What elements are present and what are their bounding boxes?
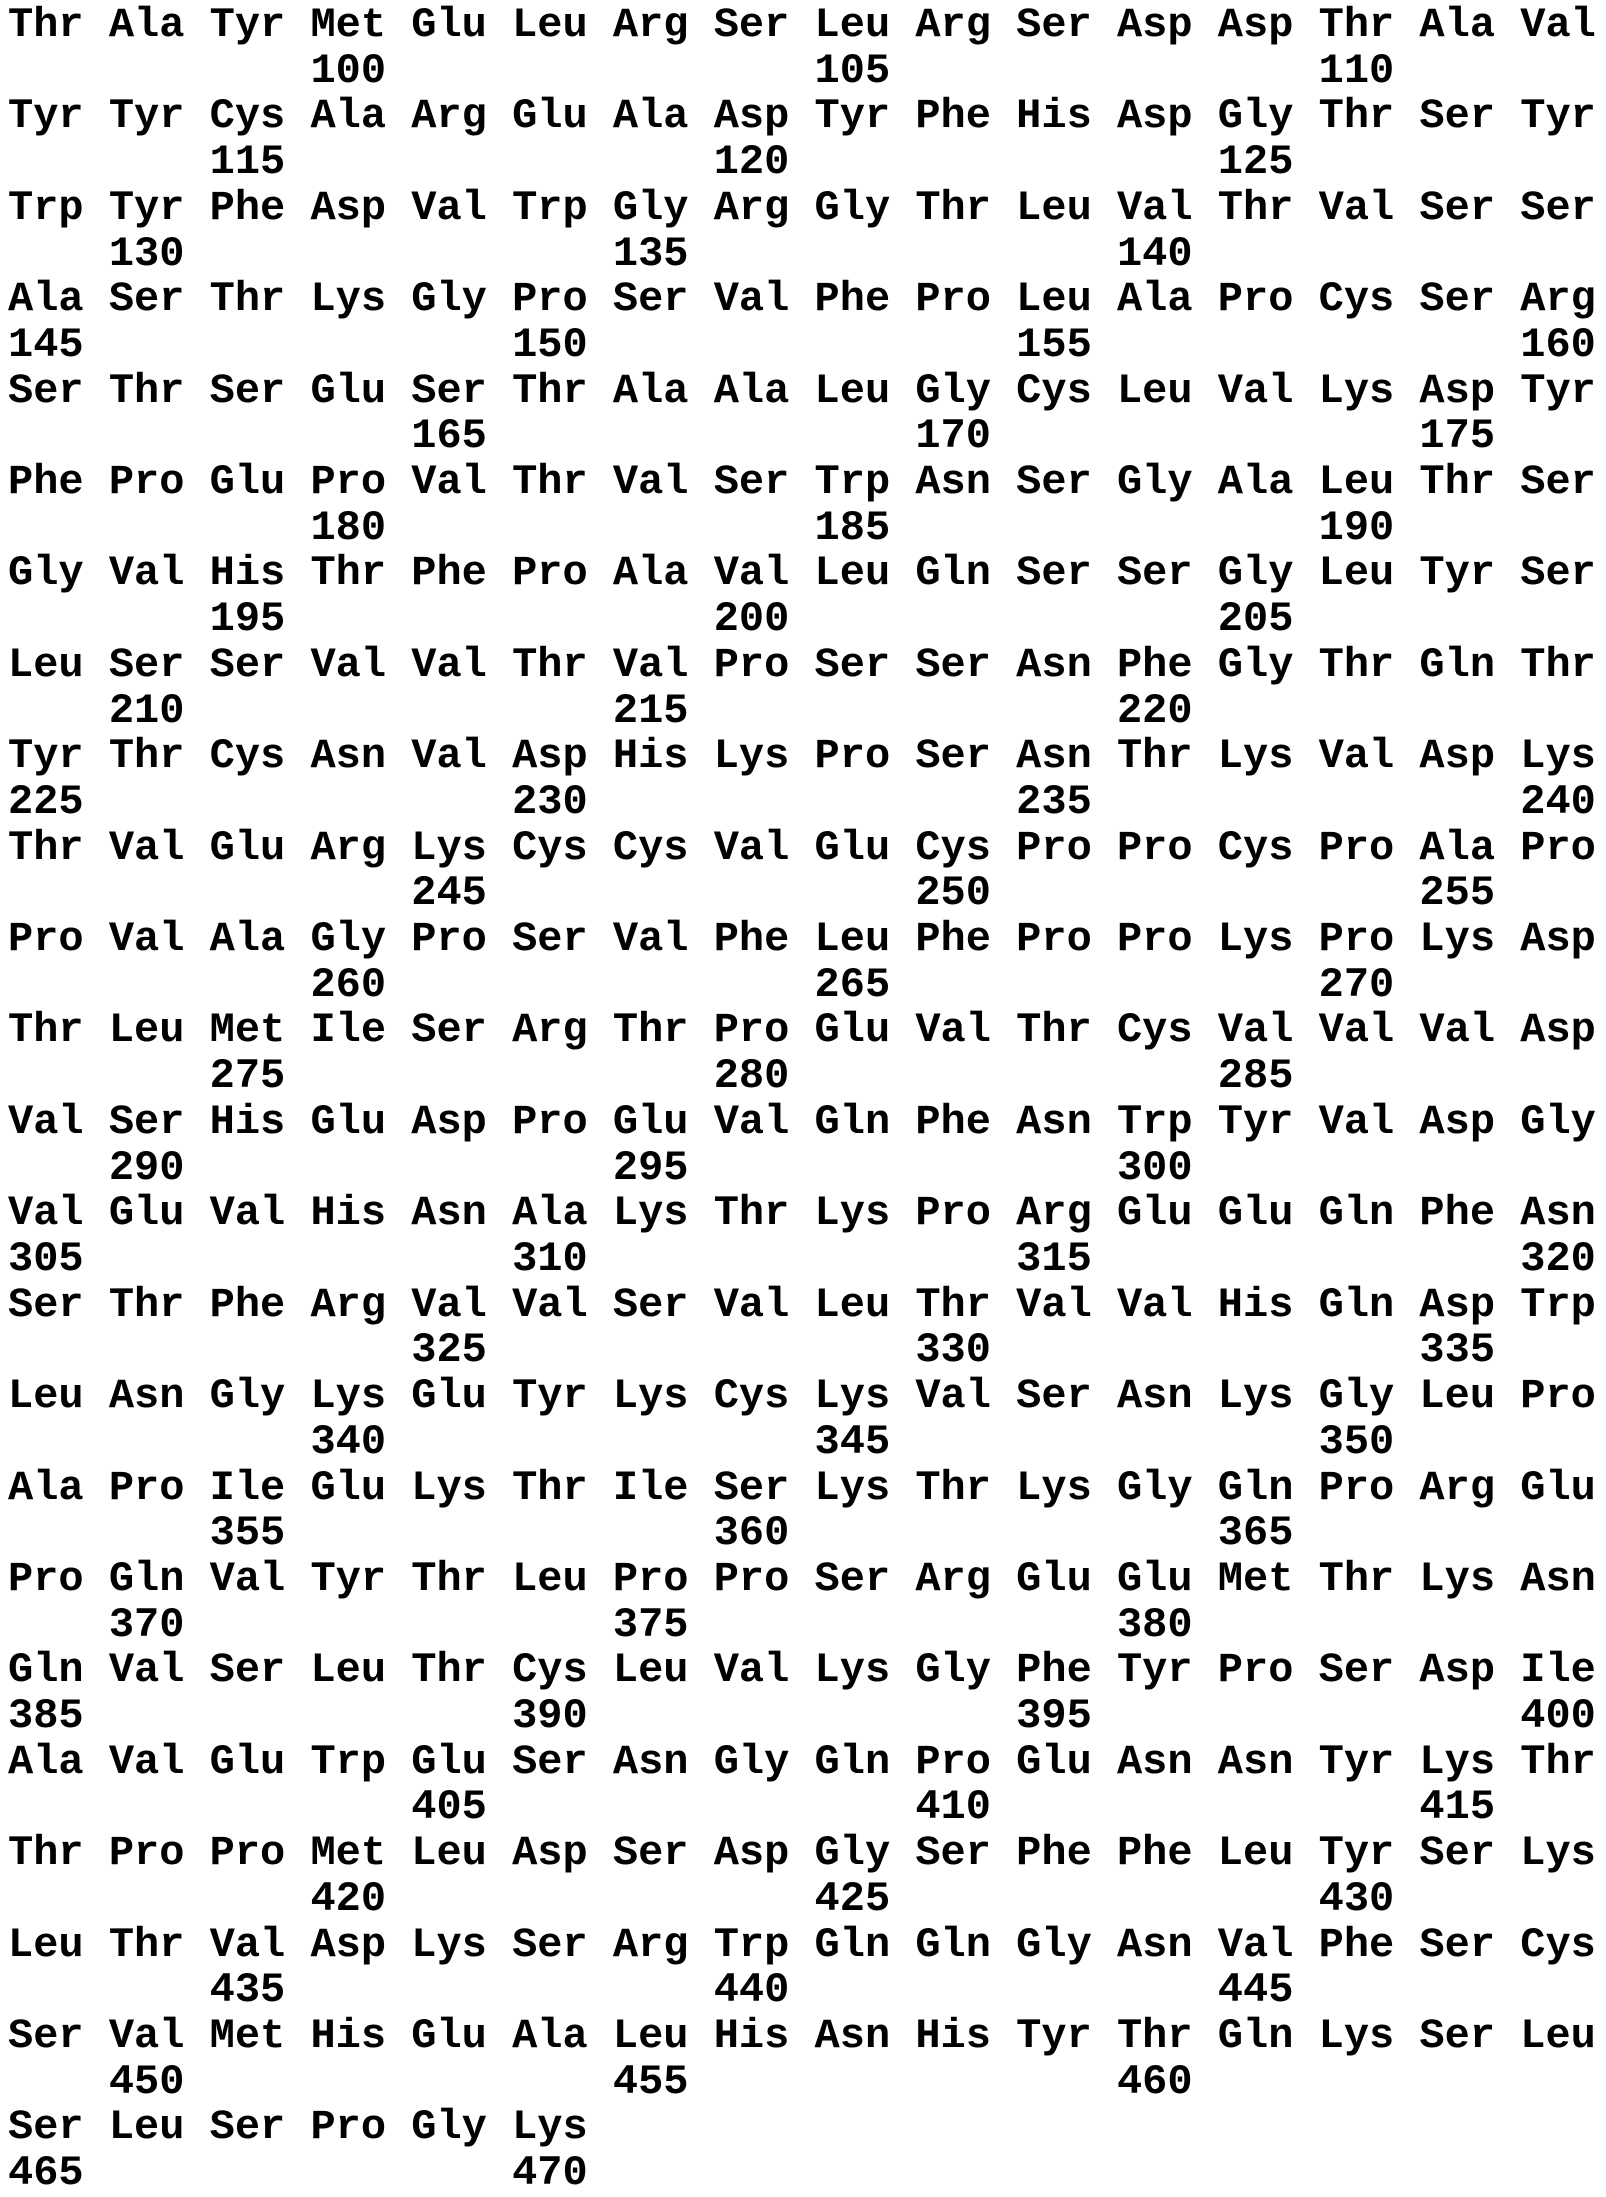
position-number-line: 145 150 155 160 [8,320,1596,369]
sequence-row-group [8,1554,1606,1649]
residue-line: Thr Leu Met Ile Ser Arg Thr Pro Glu Val Thr Cys Val Val Val Asp [8,1006,1596,1055]
position-number-line: 385 390 395 400 [8,1692,1596,1741]
sequence-row-group [8,3,1606,94]
sequence-row-group [8,94,1606,185]
position-number-line: 435 440 445 [8,1966,1294,2015]
sequence-row-group [8,1097,1606,1192]
position-number-line: 100 105 110 [8,46,1395,95]
residue-line: Thr Val Glu Arg Lys Cys Cys Val Glu Cys Pro Pro Cys Pro Ala Pro [8,823,1596,872]
position-number-line: 305 310 315 320 [8,1234,1596,1283]
position-number-line: 420 425 430 [8,1874,1395,1923]
residue-line: Phe Pro Glu Pro Val Thr Val Ser Trp Asn Ser Gly Ala Leu Thr Ser [8,458,1596,507]
sequence-row-group [8,551,1606,642]
residue-line: Ala Val Glu Trp Glu Ser Asn Gly Gln Pro Glu Asn Asn Tyr Lys Thr [8,1737,1596,1786]
sequence-row-group [8,734,1606,825]
residue-line: Leu Ser Ser Val Val Thr Val Pro Ser Ser Asn Phe Gly Thr Gln Thr [8,640,1596,689]
sequence-row-group [8,640,1606,735]
sequence-row-group [8,1008,1606,1099]
position-number-line: 130 135 140 [8,229,1193,278]
residue-line: Gln Val Ser Leu Thr Cys Leu Val Lys Gly Phe Tyr Pro Ser Asp Ile [8,1646,1596,1695]
position-number-line: 290 295 300 [8,1143,1193,1192]
sequence-row-group [8,1191,1606,1282]
residue-line: Leu Asn Gly Lys Glu Tyr Lys Cys Lys Val Ser Asn Lys Gly Leu Pro [8,1372,1596,1421]
sequence-row-group [8,1831,1606,1922]
sequence-row-group [8,460,1606,551]
sequence-row-group [8,917,1606,1008]
sequence-row-group [8,1648,1606,1739]
position-number-line: 165 170 175 [8,412,1496,461]
position-number-line: 405 410 415 [8,1783,1496,1832]
residue-line: Ser Val Met His Glu Ala Leu His Asn His Tyr Thr Gln Lys Ser Leu [8,2011,1596,2060]
sequence-row-group [8,1374,1606,1465]
residue-line: Leu Thr Val Asp Lys Ser Arg Trp Gln Gln Gly Asn Val Phe Ser Cys [8,1920,1596,1969]
residue-line: Ser Leu Ser Pro Gly Lys [8,2103,588,2152]
position-number-line: 245 250 255 [8,869,1496,918]
sequence-row-group [8,1737,1606,1832]
sequence-row-group [8,1920,1606,2015]
position-number-line: 260 265 270 [8,960,1395,1009]
position-number-line: 370 375 380 [8,1600,1193,1649]
residue-line: Tyr Thr Cys Asn Val Asp His Lys Pro Ser Asn Thr Lys Val Asp Lys [8,732,1596,781]
position-number-line: 275 280 285 [8,1052,1294,1101]
sequence-row-group [8,183,1606,278]
sequence-row-group [8,366,1606,461]
residue-line: Thr Pro Pro Met Leu Asp Ser Asp Gly Ser Phe Phe Leu Tyr Ser Lys [8,1829,1596,1878]
position-number-line: 180 185 190 [8,503,1395,552]
residue-line: Pro Val Ala Gly Pro Ser Val Phe Leu Phe Pro Pro Lys Pro Lys Asp [8,915,1596,964]
sequence-row-group [8,2105,1606,2196]
position-number-line: 465 470 [8,2149,588,2197]
residue-line: Val Glu Val His Asn Ala Lys Thr Lys Pro Arg Glu Glu Gln Phe Asn [8,1189,1596,1238]
residue-line: Ala Ser Thr Lys Gly Pro Ser Val Phe Pro Leu Ala Pro Cys Ser Arg [8,275,1596,324]
position-number-line: 225 230 235 240 [8,777,1596,826]
residue-line: Trp Tyr Phe Asp Val Trp Gly Arg Gly Thr Leu Val Thr Val Ser Ser [8,183,1596,232]
residue-line: Ser Thr Ser Glu Ser Thr Ala Ala Leu Gly Cys Leu Val Lys Asp Tyr [8,366,1596,415]
sequence-row-group [8,1463,1606,1558]
position-number-line: 325 330 335 [8,1326,1496,1375]
residue-line: Gly Val His Thr Phe Pro Ala Val Leu Gln Ser Ser Gly Leu Tyr Ser [8,549,1596,598]
residue-line: Val Ser His Glu Asp Pro Glu Val Gln Phe Asn Trp Tyr Val Asp Gly [8,1097,1596,1146]
residue-line: Ser Thr Phe Arg Val Val Ser Val Leu Thr Val Val His Gln Asp Trp [8,1280,1596,1329]
position-number-line: 195 200 205 [8,595,1294,644]
position-number-line: 450 455 460 [8,2057,1193,2106]
position-number-line: 355 360 365 [8,1509,1294,1558]
residue-line: Tyr Tyr Cys Ala Arg Glu Ala Asp Tyr Phe His Asp Gly Thr Ser Tyr [8,92,1596,141]
sequence-row-group [8,2011,1606,2106]
position-number-line: 340 345 350 [8,1417,1395,1466]
sequence-row-group [8,823,1606,918]
sequence-row-group [8,277,1606,368]
residue-line: Ala Pro Ile Glu Lys Thr Ile Ser Lys Thr Lys Gly Gln Pro Arg Glu [8,1463,1596,1512]
sequence-listing [8,3,1606,2197]
position-number-line: 210 215 220 [8,686,1193,735]
residue-line: Thr Ala Tyr Met Glu Leu Arg Ser Leu Arg Ser Asp Asp Thr Ala Val [8,1,1596,49]
sequence-row-group [8,1280,1606,1375]
residue-line: Pro Gln Val Tyr Thr Leu Pro Pro Ser Arg Glu Glu Met Thr Lys Asn [8,1554,1596,1603]
position-number-line: 115 120 125 [8,138,1294,187]
